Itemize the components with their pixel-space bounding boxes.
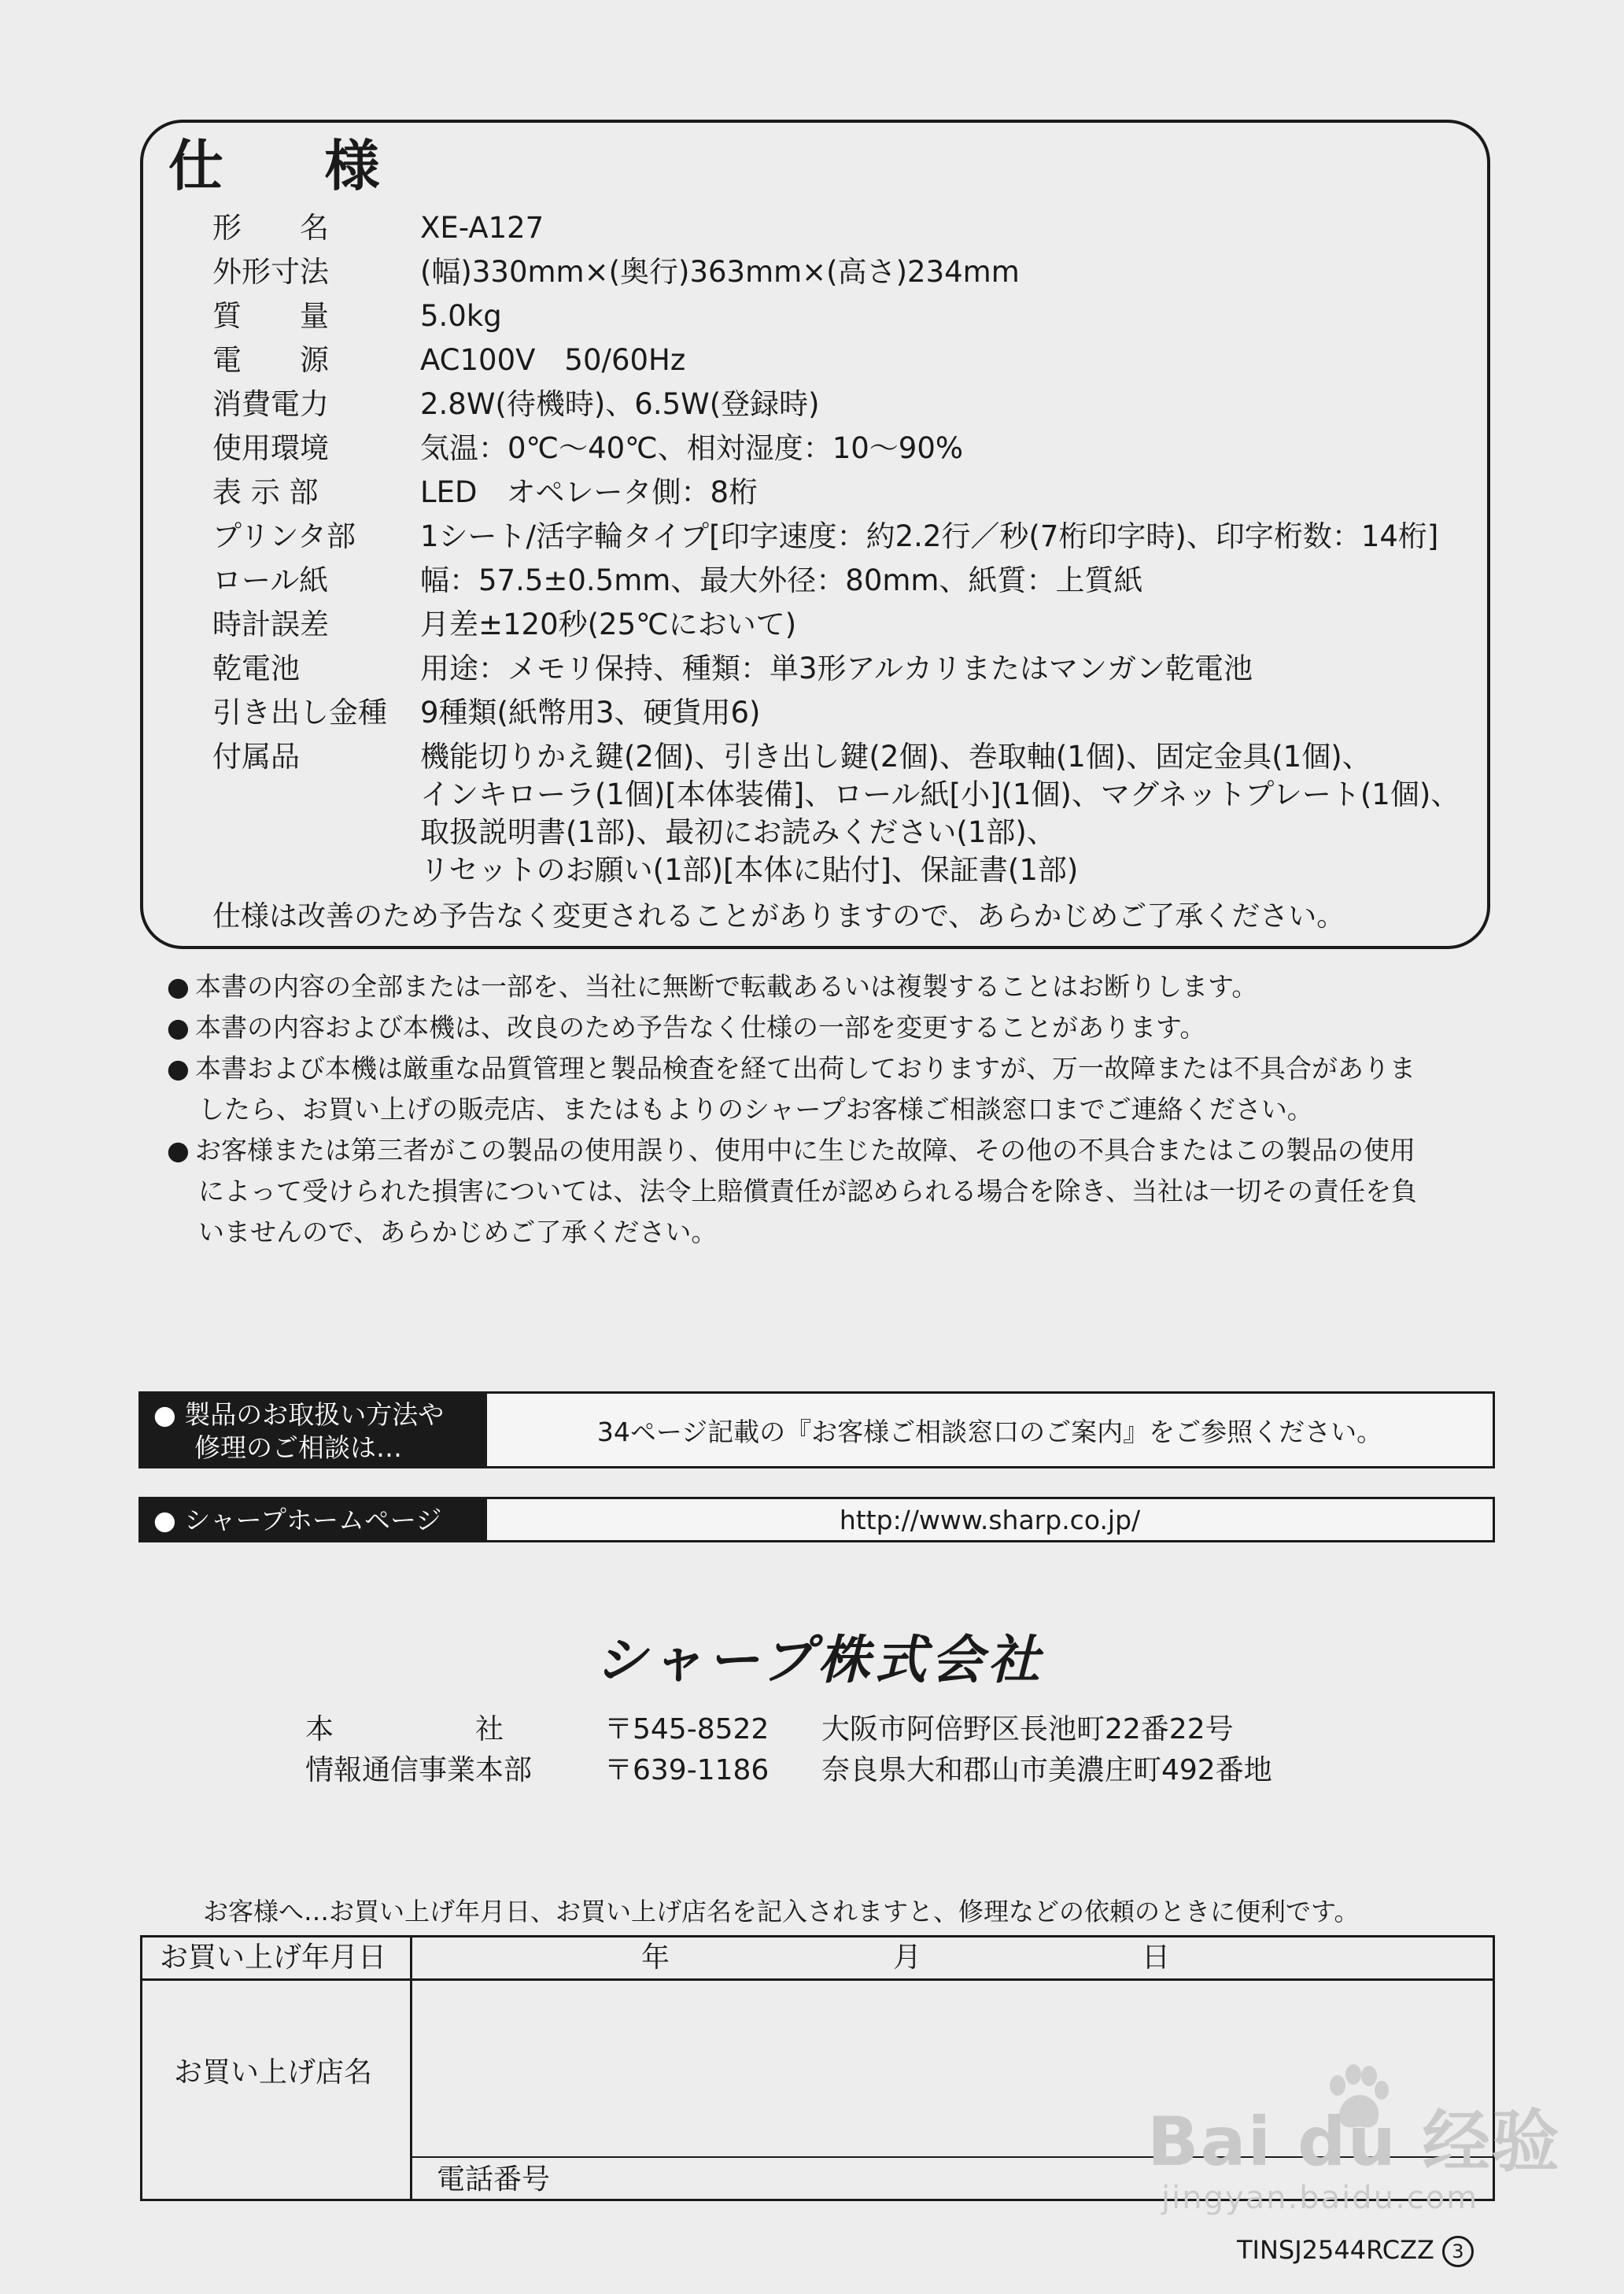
spec-accessory-line: リセットのお願い(1部)[本体に貼付]、保証書(1部): [420, 853, 1079, 887]
office-head-address: 大阪市阿倍野区長池町22番22号: [821, 1713, 1234, 1745]
notice-text: お客様または第三者がこの製品の使用誤り、使用中に生じた故障、その他の不具合またはこの製品の使用: [195, 1135, 1415, 1165]
document-code-text: TINSJ2544RCZZ: [1237, 2235, 1434, 2265]
office-branch-address: 奈良県大和郡山市美濃庄町492番地: [821, 1754, 1272, 1786]
bullet: ●: [167, 1135, 190, 1165]
bullet: ●: [153, 1399, 176, 1430]
spec-note: 仕様は改善のため予告なく変更されることがありますので、あらかじめご了承ください。: [212, 900, 1345, 933]
spec-label: 質 量: [212, 299, 329, 333]
watermark-url: jingyan.baidu.com: [1161, 2180, 1479, 2216]
spec-value: 2.8W(待機時)、6.5W(登録時): [420, 387, 820, 421]
spec-title: 仕 様: [168, 134, 421, 198]
bullet: ●: [153, 1505, 176, 1535]
office-branch-label: 情報通信事業本部: [305, 1754, 533, 1786]
consult-bar-text: 34ページ記載の『お客様ご相談窓口のご案内』をご参照ください。: [596, 1416, 1383, 1447]
spec-label: ロール紙: [212, 563, 329, 597]
bullet: ●: [167, 1012, 190, 1043]
notice-line: [167, 966, 1257, 1007]
day-label: 日: [1142, 1941, 1171, 1974]
notice-line: [167, 1130, 1415, 1171]
spec-value: 気温：0℃～40℃、相対湿度：10～90%: [420, 431, 964, 465]
bullet: ●: [167, 1053, 190, 1084]
spec-value: 1シート/活字輪タイプ[印字速度：約2.2行／秒(7桁印字時)、印字桁数：14桁]: [420, 519, 1439, 553]
spec-accessory-line: 取扱説明書(1部)、最初にお読みください(1部)、: [420, 815, 1056, 849]
notice-text: 本書の内容および本機は、改良のため予告なく仕様の一部を変更することがあります。: [195, 1012, 1206, 1043]
store-label: お買い上げ店名: [174, 2056, 373, 2089]
spec-value: 月差±120秒(25℃において): [420, 608, 797, 641]
edition-badge: 3: [1442, 2236, 1474, 2267]
spec-label: 引き出し金種: [212, 696, 387, 730]
spec-label: 乾電池: [212, 652, 300, 685]
consult-label-line1: 製品のお取扱い方法や: [184, 1399, 445, 1430]
notice-text: いませんので、あらかじめご了承ください。: [198, 1217, 718, 1247]
spec-label: 付属品: [212, 740, 300, 774]
spec-value: 5.0kg: [420, 299, 502, 333]
homepage-bar-label: [141, 1499, 487, 1540]
spec-label: 消費電力: [212, 387, 329, 421]
bullet: ●: [167, 971, 190, 1002]
document-code: [1237, 2235, 1474, 2267]
office-branch-postal: 〒639-1186: [604, 1754, 770, 1786]
spec-value: XE-A127: [420, 211, 544, 245]
notice-line: [167, 1007, 1205, 1048]
consult-label-line2: 修理のご相談は…: [194, 1432, 402, 1463]
spec-value: LED オペレータ側：8桁: [420, 475, 758, 509]
month-label: 月: [893, 1941, 922, 1974]
office-head-postal: 〒545-8522: [604, 1713, 770, 1745]
purchase-form-note: お客様へ…お買い上げ年月日、お買い上げ店名を記入されますと、修理などの依頼のときに便利です。: [203, 1897, 1360, 1926]
spec-label: 外形寸法: [212, 255, 329, 289]
notice-text: したら、お買い上げの販売店、またはもよりのシャープお客様ご相談窓口までご連絡ください。: [198, 1094, 1313, 1125]
spec-label: プリンタ部: [212, 519, 356, 553]
notice-line: [167, 1089, 1313, 1130]
spec-label: 使用環境: [212, 431, 329, 465]
spec-label: 形 名: [212, 211, 329, 245]
office-head-label: 本 社: [305, 1713, 504, 1745]
spec-value: 幅：57.5±0.5mm、最大外径：80mm、紙質：上質紙: [420, 563, 1143, 597]
consult-bar: [138, 1391, 1495, 1468]
notice-text: 本書および本機は厳重な品質管理と製品検査を経て出荷しておりますが、万一故障または不具合がありま: [195, 1053, 1415, 1084]
spec-value: AC100V 50/60Hz: [420, 343, 686, 377]
spec-label: 電 源: [212, 343, 329, 377]
date-label: お買い上げ年月日: [160, 1941, 387, 1974]
form-divider: [142, 1978, 1493, 1981]
spec-value: (幅)330mm×(奥行)363mm×(高さ)234mm: [420, 255, 1020, 289]
notice-line: [167, 1171, 1417, 1212]
spec-accessory-line: インキローラ(1個)[本体装備]、ロール紙[小](1個)、マグネットプレート(1個)、: [420, 778, 1460, 811]
homepage-bar: [138, 1497, 1495, 1542]
watermark-logo: Bai du 经验: [1147, 2103, 1561, 2181]
notice-line: [167, 1048, 1415, 1089]
spec-value: 9種類(紙幣用3、硬貨用6): [420, 696, 761, 730]
year-label: 年: [641, 1941, 670, 1974]
notice-line: [167, 1212, 717, 1253]
form-divider: [410, 1938, 412, 2199]
consult-bar-label: [141, 1394, 487, 1466]
spec-label: 表 示 部: [212, 475, 319, 509]
spec-value: 用途：メモリ保持、種類：単3形アルカリまたはマンガン乾電池: [420, 652, 1253, 685]
homepage-url[interactable]: http://www.sharp.co.jp/: [839, 1504, 1141, 1535]
notice-text: 本書の内容の全部または一部を、当社に無断で転載あるいは複製することはお断りします。: [195, 971, 1258, 1002]
company-logo: シャープ株式会社: [595, 1630, 1045, 1690]
spec-value: 機能切りかえ鍵(2個)、引き出し鍵(2個)、巻取軸(1個)、固定金具(1個)、: [420, 740, 1371, 774]
homepage-label: シャープホームページ: [184, 1505, 442, 1535]
notice-text: によって受けられた損害については、法令上賠償責任が認められる場合を除き、当社は一切その責任を負: [198, 1176, 1418, 1206]
phone-label: 電話番号: [437, 2163, 551, 2196]
spec-label: 時計誤差: [212, 608, 329, 641]
